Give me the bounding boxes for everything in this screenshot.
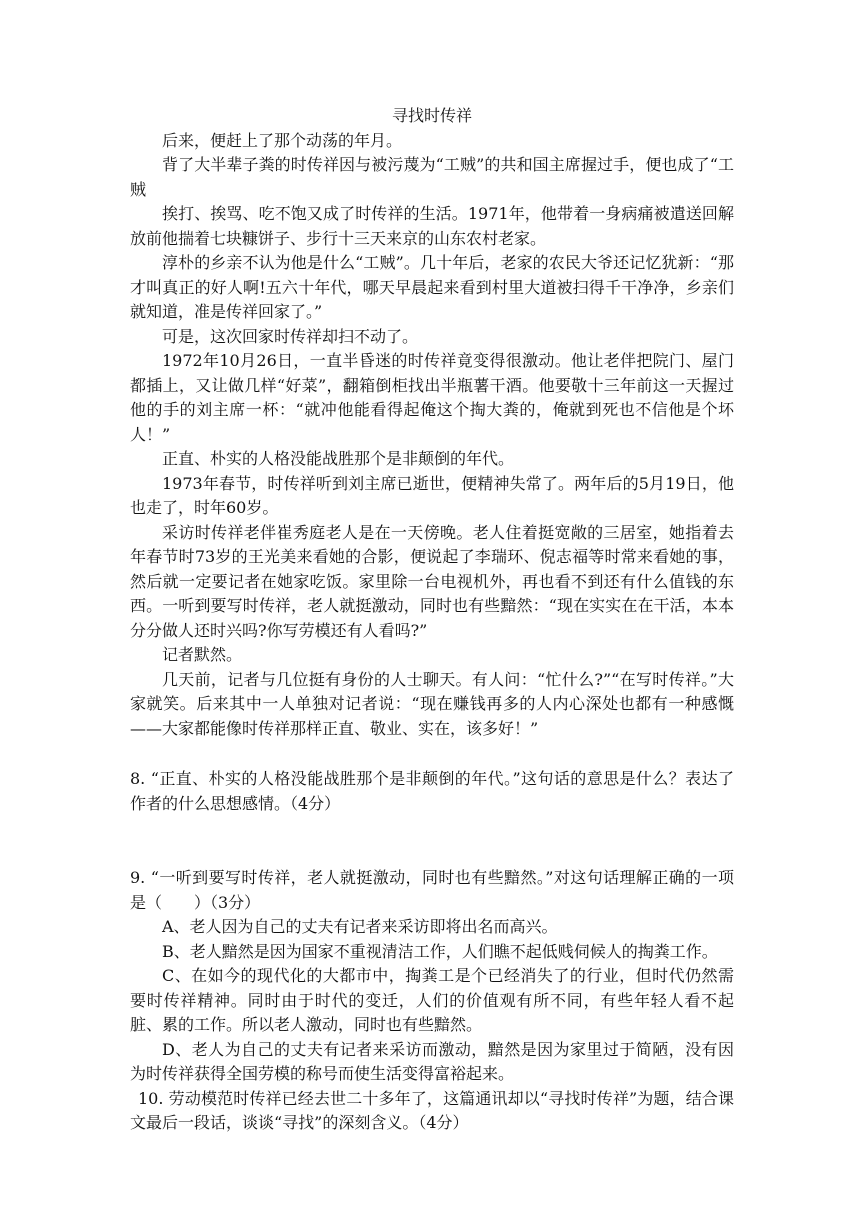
question-9-option-a: A、老人因为自己的丈夫有记者来采访即将出名而高兴。	[162, 917, 558, 936]
question-9-stem: 9. “一听到要写时传祥，老人就挺激动，同时也有些黯然。”对这句话理解正确的一项是（ ）（3分）	[130, 868, 734, 912]
passage-paragraph: 正直、朴实的人格没能战胜那个是非颠倒的年代。	[162, 449, 515, 468]
passage-paragraph: 采访时传祥老伴崔秀庭老人是在一天傍晚。老人住着挺宽敞的三居室，她指着去年春节时73岁的王光美来看她的合影，便说起了李瑞环、倪志福等时常来看她的事，然后就一定要记者在她家吃饭。家里除一台电视机外，再也看不到还有什么值钱的东西。一听到要写时传祥，老人就挺激动，同时也有些黯然：“现在实实在在干活，本本分分做人还时兴吗?你写劳模还有人看吗?”	[130, 522, 734, 640]
passage-paragraph: 后来，便赶上了那个动荡的年月。	[162, 130, 403, 150]
question-9-option-c: C、在如今的现代化的大都市中，掏粪工是个已经消失了的行业，但时代仍然需要时传祥精神。同时由于时代的变迁，人们的价值观有所不同，有些年轻人看不起脏、累的工作。所以老人激动，同时也有些黯然。	[130, 966, 734, 1034]
passage-paragraph: 几天前，记者与几位挺有身份的人士聊天。有人问：“忙什么?”“在写时传祥。”大家就笑。后来其中一人单独对记者说：“现在赚钱再多的人内心深处也都有一种感慨——大家都能像时传祥那样正直、敬业、实在，该多好！”	[130, 669, 734, 738]
question-8: 8. “正直、朴实的人格没能战胜那个是非颠倒的年代。”这句话的意思是什么？表达了作者的什么思想感情。（4分）	[130, 769, 734, 813]
question-9	[130, 866, 734, 1087]
passage-paragraph: 可是，这次回家时传祥却扫不动了。	[162, 326, 419, 346]
passage-paragraph: 淳朴的乡亲不认为他是什么“工贼”。几十年后，老家的农民大爷还记忆犹新：“那才叫真正的好人啊!五六十年代，哪天早晨起来看到村里大道被扫得千干净净，乡亲们就知道，准是传祥回家了。”	[130, 253, 734, 321]
passage-paragraph: 背了大半辈子粪的时传祥因与被污蔑为“工贼”的共和国主席握过手，便也成了“工贼	[130, 155, 734, 199]
document-content	[130, 104, 734, 1136]
passage-paragraph: 记者默然。	[162, 645, 243, 664]
passage-paragraph: 1973年春节，时传祥听到刘主席已逝世，便精神失常了。两年后的5月19日，他也走了，时年60岁。	[130, 473, 734, 517]
article-passage	[130, 129, 734, 742]
question-9-option-d: D、老人为自己的丈夫有记者来采访而激动，黯然是因为家里过于简陋，没有因为时传祥获得全国劳模的称号而使生活变得富裕起来。	[130, 1039, 734, 1083]
question-9-option-b: B、老人黯然是因为国家不重视清洁工作，人们瞧不起低贱伺候人的掏粪工作。	[162, 941, 718, 961]
passage-paragraph: 挨打、挨骂、吃不饱又成了时传祥的生活。1971年，他带着一身病痛被遣送回解放前他揣着七块糠饼子、步行十三天来京的山东农村老家。	[130, 204, 734, 248]
passage-paragraph: 1972年10月26日，一直半昏迷的时传祥竟变得很激动。他让老伴把院门、屋门都插上，又让做几样“好菜”，翻箱倒柜找出半瓶薯干酒。他要敬十三年前这一天握过他的手的刘主席一杯：“就冲他能看得起俺这个掏大粪的，俺就到死也不信他是个坏人！”	[130, 351, 734, 444]
question-10: 10. 劳动模范时传祥已经去世二十多年了，这篇通讯却以“寻找时传祥”为题，结合课文最后一段话，谈谈“寻找”的深刻含义。（4分）	[130, 1088, 734, 1132]
article-title: 寻找时传祥	[391, 106, 472, 125]
